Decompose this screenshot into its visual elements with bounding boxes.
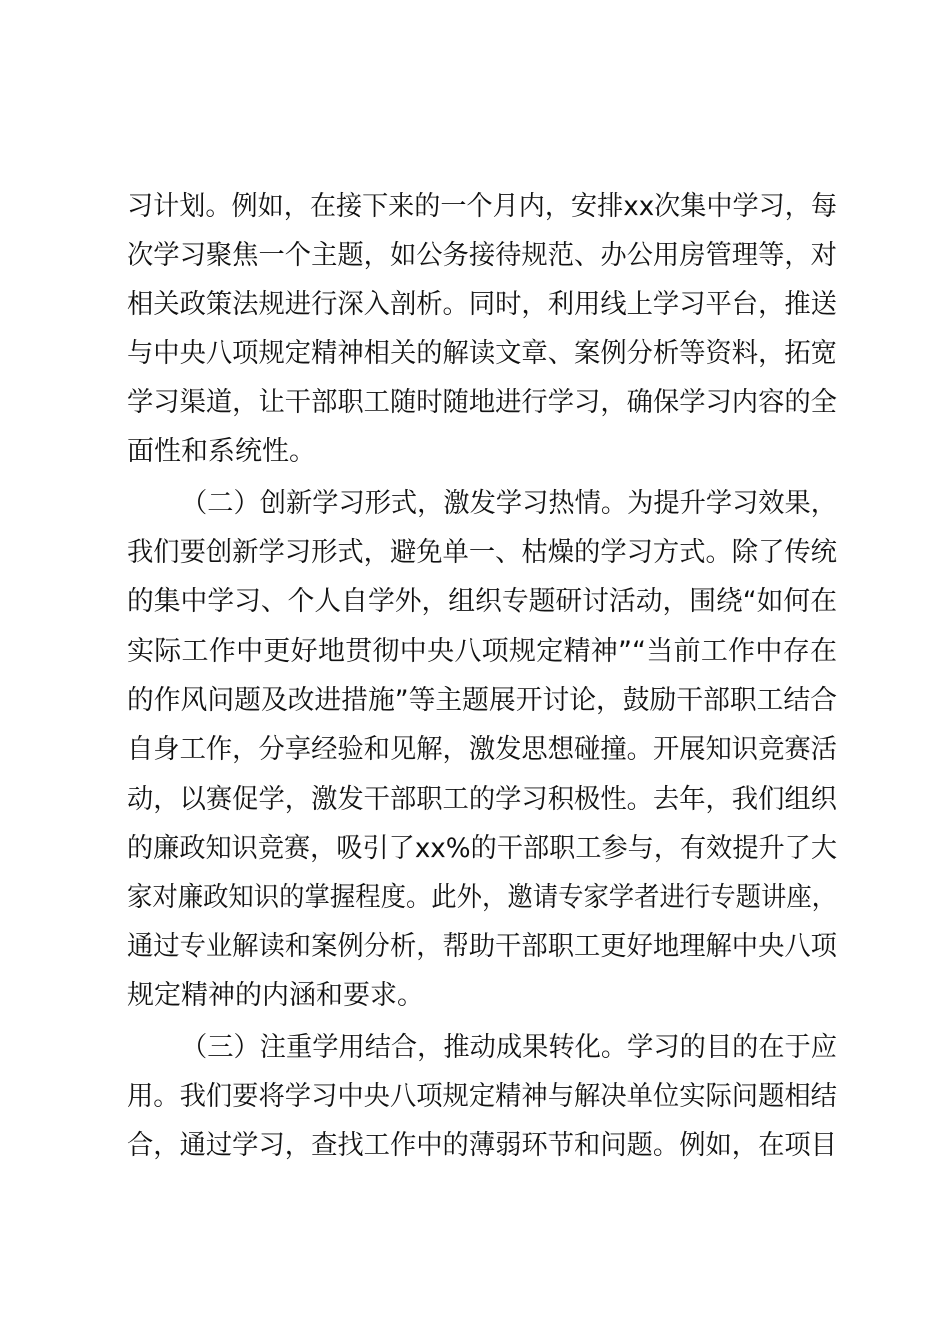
text-line: 的作风问题及改进措施”等主题展开讨论，鼓励干部职工结合 [127,685,837,716]
text-line: 通过专业解读和案例分析，帮助干部职工更好地理解中央八项 [127,931,837,962]
text-line: 用。我们要将学习中央八项规定精神与解决单位实际问题相结 [127,1081,837,1112]
text-line: 习计划。例如，在接下来的一个月内，安排xx次集中学习，每 [127,191,837,222]
text-line: 相关政策法规进行深入剖析。同时，利用线上学习平台，推送 [127,289,837,320]
text-line: 的廉政知识竞赛，吸引了xx%的干部职工参与，有效提升了大 [127,833,837,864]
text-line: 与中央八项规定精神相关的解读文章、案例分析等资料，拓宽 [127,338,837,369]
text-line: 我们要创新学习形式，避免单一、枯燥的学习方式。除了传统 [127,537,837,568]
text-line: 学习渠道，让干部职工随时随地进行学习，确保学习内容的全 [127,387,837,418]
text-line: 面性和系统性。 [127,436,316,467]
text-line: 次学习聚焦一个主题，如公务接待规范、办公用房管理等，对 [127,240,837,271]
text-line: 的集中学习、个人自学外，组织专题研讨活动，围绕“如何在 [127,586,837,617]
text-line: 实际工作中更好地贯彻中央八项规定精神”“当前工作中存在 [127,636,837,667]
text-line: 家对廉政知识的掌握程度。此外，邀请专家学者进行专题讲座， [127,882,838,913]
text-line: 规定精神的内涵和要求。 [127,980,424,1011]
text-line: 合，通过学习，查找工作中的薄弱环节和问题。例如，在项目 [127,1130,837,1161]
section-heading-line: （三）注重学用结合，推动成果转化。学习的目的在于应 [181,1032,838,1063]
section-heading-line: （二）创新学习形式，激发学习热情。为提升学习效果， [181,488,838,519]
text-line: 自身工作，分享经验和见解，激发思想碰撞。开展知识竞赛活 [127,734,837,765]
text-line: 动，以赛促学，激发干部职工的学习积极性。去年，我们组织 [127,784,837,815]
